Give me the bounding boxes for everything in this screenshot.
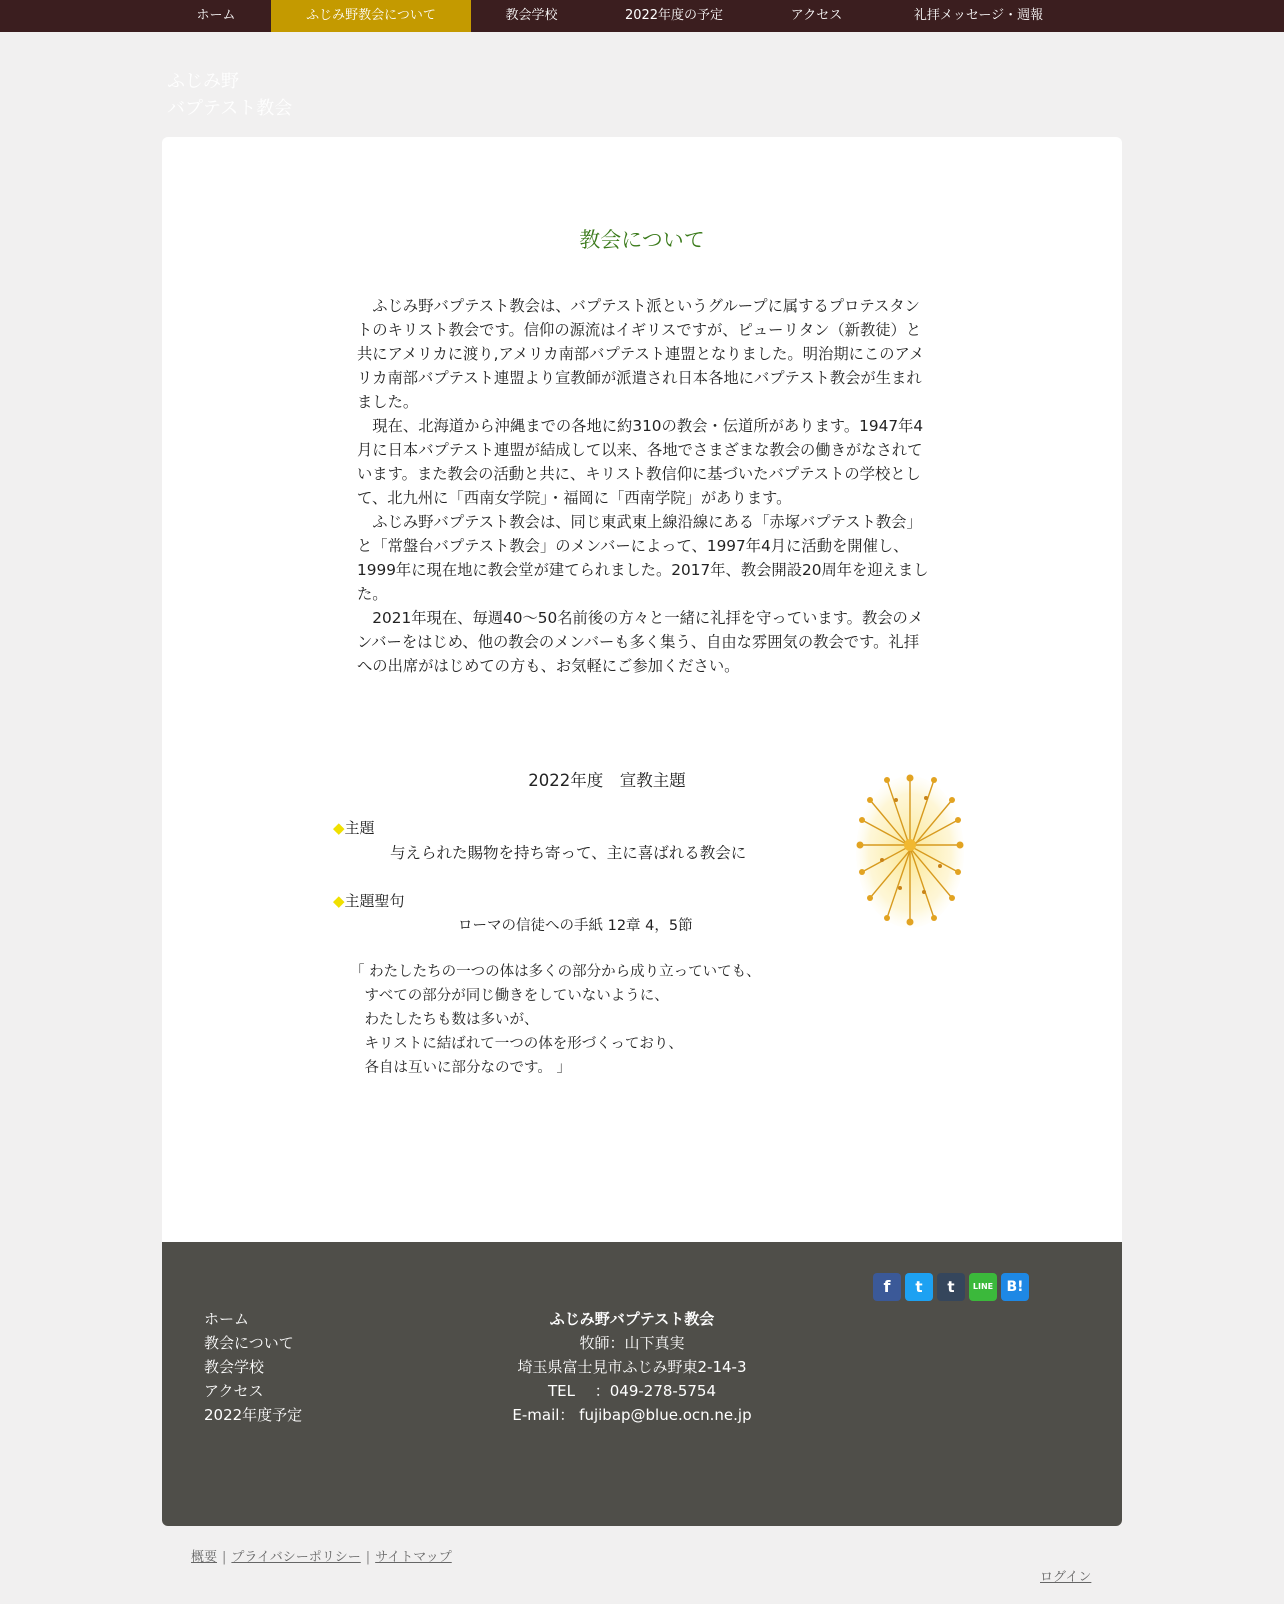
link-separator: | [222, 1550, 227, 1565]
footer-link-access[interactable]: アクセス [204, 1382, 264, 1400]
footer-link-schedule-2022[interactable]: 2022年度予定 [204, 1406, 303, 1424]
footer-email: E-mail： fujibap@blue.ocn.ne.jp [512, 1406, 752, 1424]
nav-schedule-2022[interactable]: 2022年度の予定 [624, 8, 724, 23]
verse-line: 各自は互いに部分なのです。 」 [350, 1060, 571, 1076]
diamond-bullet-icon: ◆ [333, 892, 345, 910]
site-title-line1: ふじみ野 [167, 71, 239, 92]
theme-text: 与えられた賜物を持ち寄って、主に喜ばれる教会に [390, 844, 747, 862]
theme-label-text: 主題 [344, 819, 375, 837]
footer-church-name: ふじみ野バプテスト教会 [549, 1310, 715, 1328]
line-icon[interactable]: LINE [969, 1273, 997, 1301]
footer-link-about[interactable]: 教会について [204, 1334, 294, 1352]
footer-pastor: 牧師：山下真実 [579, 1334, 685, 1352]
verse-line: キリストに結ばれて一つの体を形づくっており、 [350, 1036, 683, 1052]
bottom-links [191, 1546, 452, 1565]
footer-contact [462, 1307, 802, 1427]
site-title-line2: バプテスト教会 [167, 98, 293, 119]
footer [162, 1242, 1122, 1526]
nav-about[interactable]: ふじみ野教会について [271, 0, 471, 32]
diamond-bullet-icon: ◆ [333, 819, 345, 837]
link-overview[interactable]: 概要 [191, 1550, 218, 1565]
intro-text [357, 294, 931, 678]
login-link[interactable]: ログイン [1040, 1570, 1092, 1585]
nav-church-school[interactable]: 教会学校 [505, 8, 558, 23]
footer-nav [204, 1307, 302, 1427]
top-nav [0, 0, 1284, 32]
verse-line: 「 わたしたちの一つの体は多くの部分から成り立っていても、 [350, 964, 761, 980]
twitter-icon[interactable]: t [905, 1273, 933, 1301]
verse-reference: ローマの信徒への手紙 12章 4，5節 [458, 918, 693, 934]
verse-line: わたしたちも数は多いが、 [350, 1012, 539, 1028]
page-heading: 教会について [579, 228, 705, 252]
nav-worship-message[interactable]: 礼拝メッセージ・週報 [913, 8, 1044, 23]
verse-label-text: 主題聖句 [344, 892, 405, 910]
footer-tel: TEL ：049-278-5754 [547, 1382, 717, 1400]
facebook-icon[interactable]: f [873, 1273, 901, 1301]
link-sitemap[interactable]: サイトマップ [375, 1550, 452, 1565]
hatena-bookmark-icon[interactable]: B! [1001, 1273, 1029, 1301]
main-content [162, 137, 1122, 1242]
nav-access[interactable]: アクセス [790, 8, 843, 23]
flower-illustration [852, 770, 964, 930]
nav-home[interactable]: ホーム [196, 8, 236, 23]
tumblr-icon[interactable]: t [937, 1273, 965, 1301]
link-separator: | [365, 1550, 371, 1565]
intro-paragraph: 現在、北海道から沖縄までの各地に約310の教会・伝道所があります。1947年4月に日本バプテスト連盟が結成して以来、各地でさまざまな教会の働きがなされています。また教会の活動と共に、キリスト教信仰に基づいたバプテストの学校として、北九州に「西南女学院」・福岡に「西南学院」があります。 [357, 417, 924, 507]
site-title[interactable] [167, 68, 292, 122]
verse-label [333, 890, 405, 911]
verse-text [350, 960, 761, 1080]
theme-title: 2022年度 宣教主題 [528, 771, 686, 790]
footer-address: 埼玉県富士見市ふじみ野東2-14-3 [517, 1358, 747, 1376]
verse-line: すべての部分が同じ働きをしていないように、 [350, 988, 669, 1004]
intro-paragraph: ふじみ野バプテスト教会は、バプテスト派というグループに属するプロテスタントのキリスト教会です。信仰の源流はイギリスですが、ピューリタン（新教徒）と共にアメリカに渡り,アメリカ南部バプテスト連盟となりました。明治期にこのアメリカ南部バプテスト連盟より宣教師が派遣され日本各地にバプテスト教会が生まれました。 [357, 297, 925, 411]
link-privacy-policy[interactable]: プライバシーポリシー [231, 1550, 361, 1565]
intro-paragraph: ふじみ野バプテスト教会は、同じ東武東上線沿線にある「赤塚バプテスト教会」と「常盤台バプテスト教会」のメンバーによって、1997年4月に活動を開催し、1999年に現在地に教会堂が建てられました。2017年、教会開設20周年を迎えました。 [357, 513, 929, 603]
intro-paragraph: 2021年現在、毎週40～50名前後の方々と一緒に礼拝を守っています。教会のメンバーをはじめ、他の教会のメンバーも多く集う、自由な雰囲気の教会です。礼拝への出席がはじめての方も、お気軽にご参加ください。 [357, 609, 924, 675]
theme-label [333, 817, 375, 838]
footer-link-church-school[interactable]: 教会学校 [204, 1358, 265, 1376]
footer-link-home[interactable]: ホーム [204, 1310, 250, 1328]
